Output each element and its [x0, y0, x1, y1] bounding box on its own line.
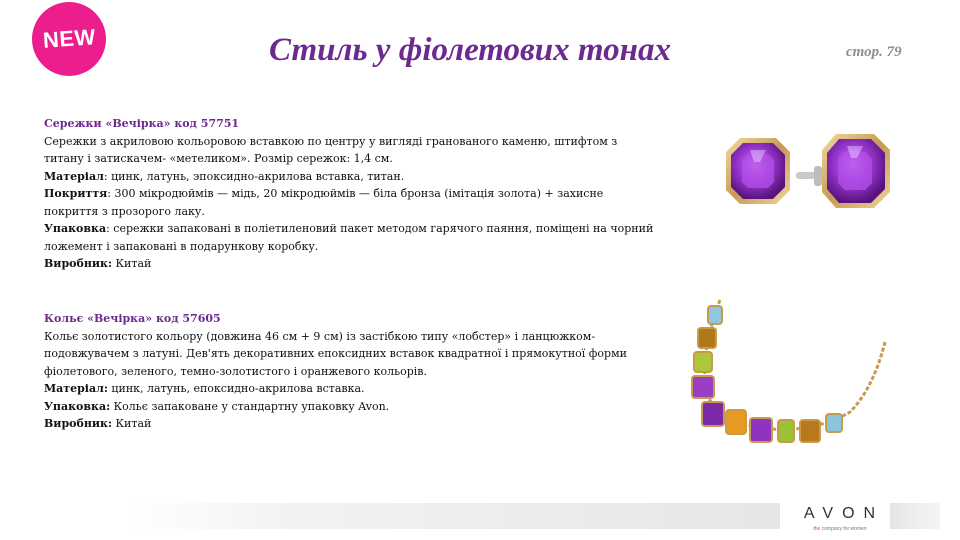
earrings-material-value: : цинк, латунь, эпоксидно-акрилова вставка, титан.: [103, 169, 405, 183]
earrings-title: Сережки «Вечірка» код 57751: [44, 117, 240, 130]
page-number: стор. 79: [846, 44, 902, 60]
avon-tagline-prefix: the: [813, 526, 821, 532]
earrings-packaging: [44, 220, 654, 255]
earrings-coating-label: Покриття: [44, 187, 108, 200]
necklace-maker-value: Китай: [112, 417, 152, 430]
necklace-packaging-value: Кольє запаковане у стандартну упаковку Avon.: [110, 399, 390, 413]
page-title: Стиль у фіолетових тонах: [269, 32, 671, 68]
footer-band-right: [890, 503, 940, 529]
earrings-maker-label: Виробник:: [44, 257, 113, 270]
earrings-material-label: Матеріал: [44, 169, 104, 183]
avon-tagline-rest: company for women: [820, 526, 867, 532]
earrings-coating: [44, 185, 654, 220]
earrings-material: [44, 168, 654, 186]
new-badge: [32, 2, 106, 76]
earrings-maker: [44, 255, 654, 273]
avon-logo-text: AVON: [803, 505, 885, 522]
necklace-section: [44, 310, 654, 433]
avon-logo: [790, 505, 890, 532]
earrings-maker-value: Китай: [112, 257, 152, 270]
necklace-maker-label: Виробник:: [44, 417, 113, 430]
necklace-maker: [44, 415, 654, 433]
earrings-packaging-value: : сережки запаковані в поліетиленовий пакет методом гарячого паяння, поміщені на чорний ложемент і запаковані в подарункову коробку.: [44, 222, 654, 253]
earrings-coating-value: : 300 мікродюймів — мідь, 20 мікродюймів — біла бронза (імітація золота) + захисне покриття з прозорого лаку.: [44, 187, 604, 218]
necklace-description: Кольє золотистого кольору (довжина 46 см + 9 см) із застібкою типу «лобстер» і ланцюжком-подовжувачем з латуні. Дев'ять декоративних епоксидних вставок квадратної і прямокутної форми фіолетового, зеленого, темно-золотистого і оранжевого кольорів.: [44, 329, 627, 378]
necklace-image: [680, 292, 890, 462]
necklace-packaging-label: Упаковка:: [44, 399, 111, 413]
earrings-packaging-label: Упаковка: [44, 222, 107, 235]
earrings-section: [44, 115, 654, 273]
necklace-material: [44, 380, 654, 398]
necklace-material-value: цинк, латунь, епоксидно-акрилова вставка.: [107, 382, 365, 395]
earrings-description: Сережки з акриловою кольоровою вставкою по центру у вигляді гранованого каменю, штифтом з титану і затискачем- «метеликом». Розмір сережок: 1,4 см.: [44, 134, 618, 165]
necklace-title: Кольє «Вечірка» код 57605: [44, 312, 221, 325]
footer-band: [130, 503, 780, 529]
earrings-image: [700, 126, 895, 226]
new-badge-label: NEW: [41, 24, 97, 53]
necklace-material-label: Матеріал:: [44, 382, 108, 395]
avon-tagline: [790, 526, 890, 532]
necklace-packaging: [44, 398, 654, 416]
